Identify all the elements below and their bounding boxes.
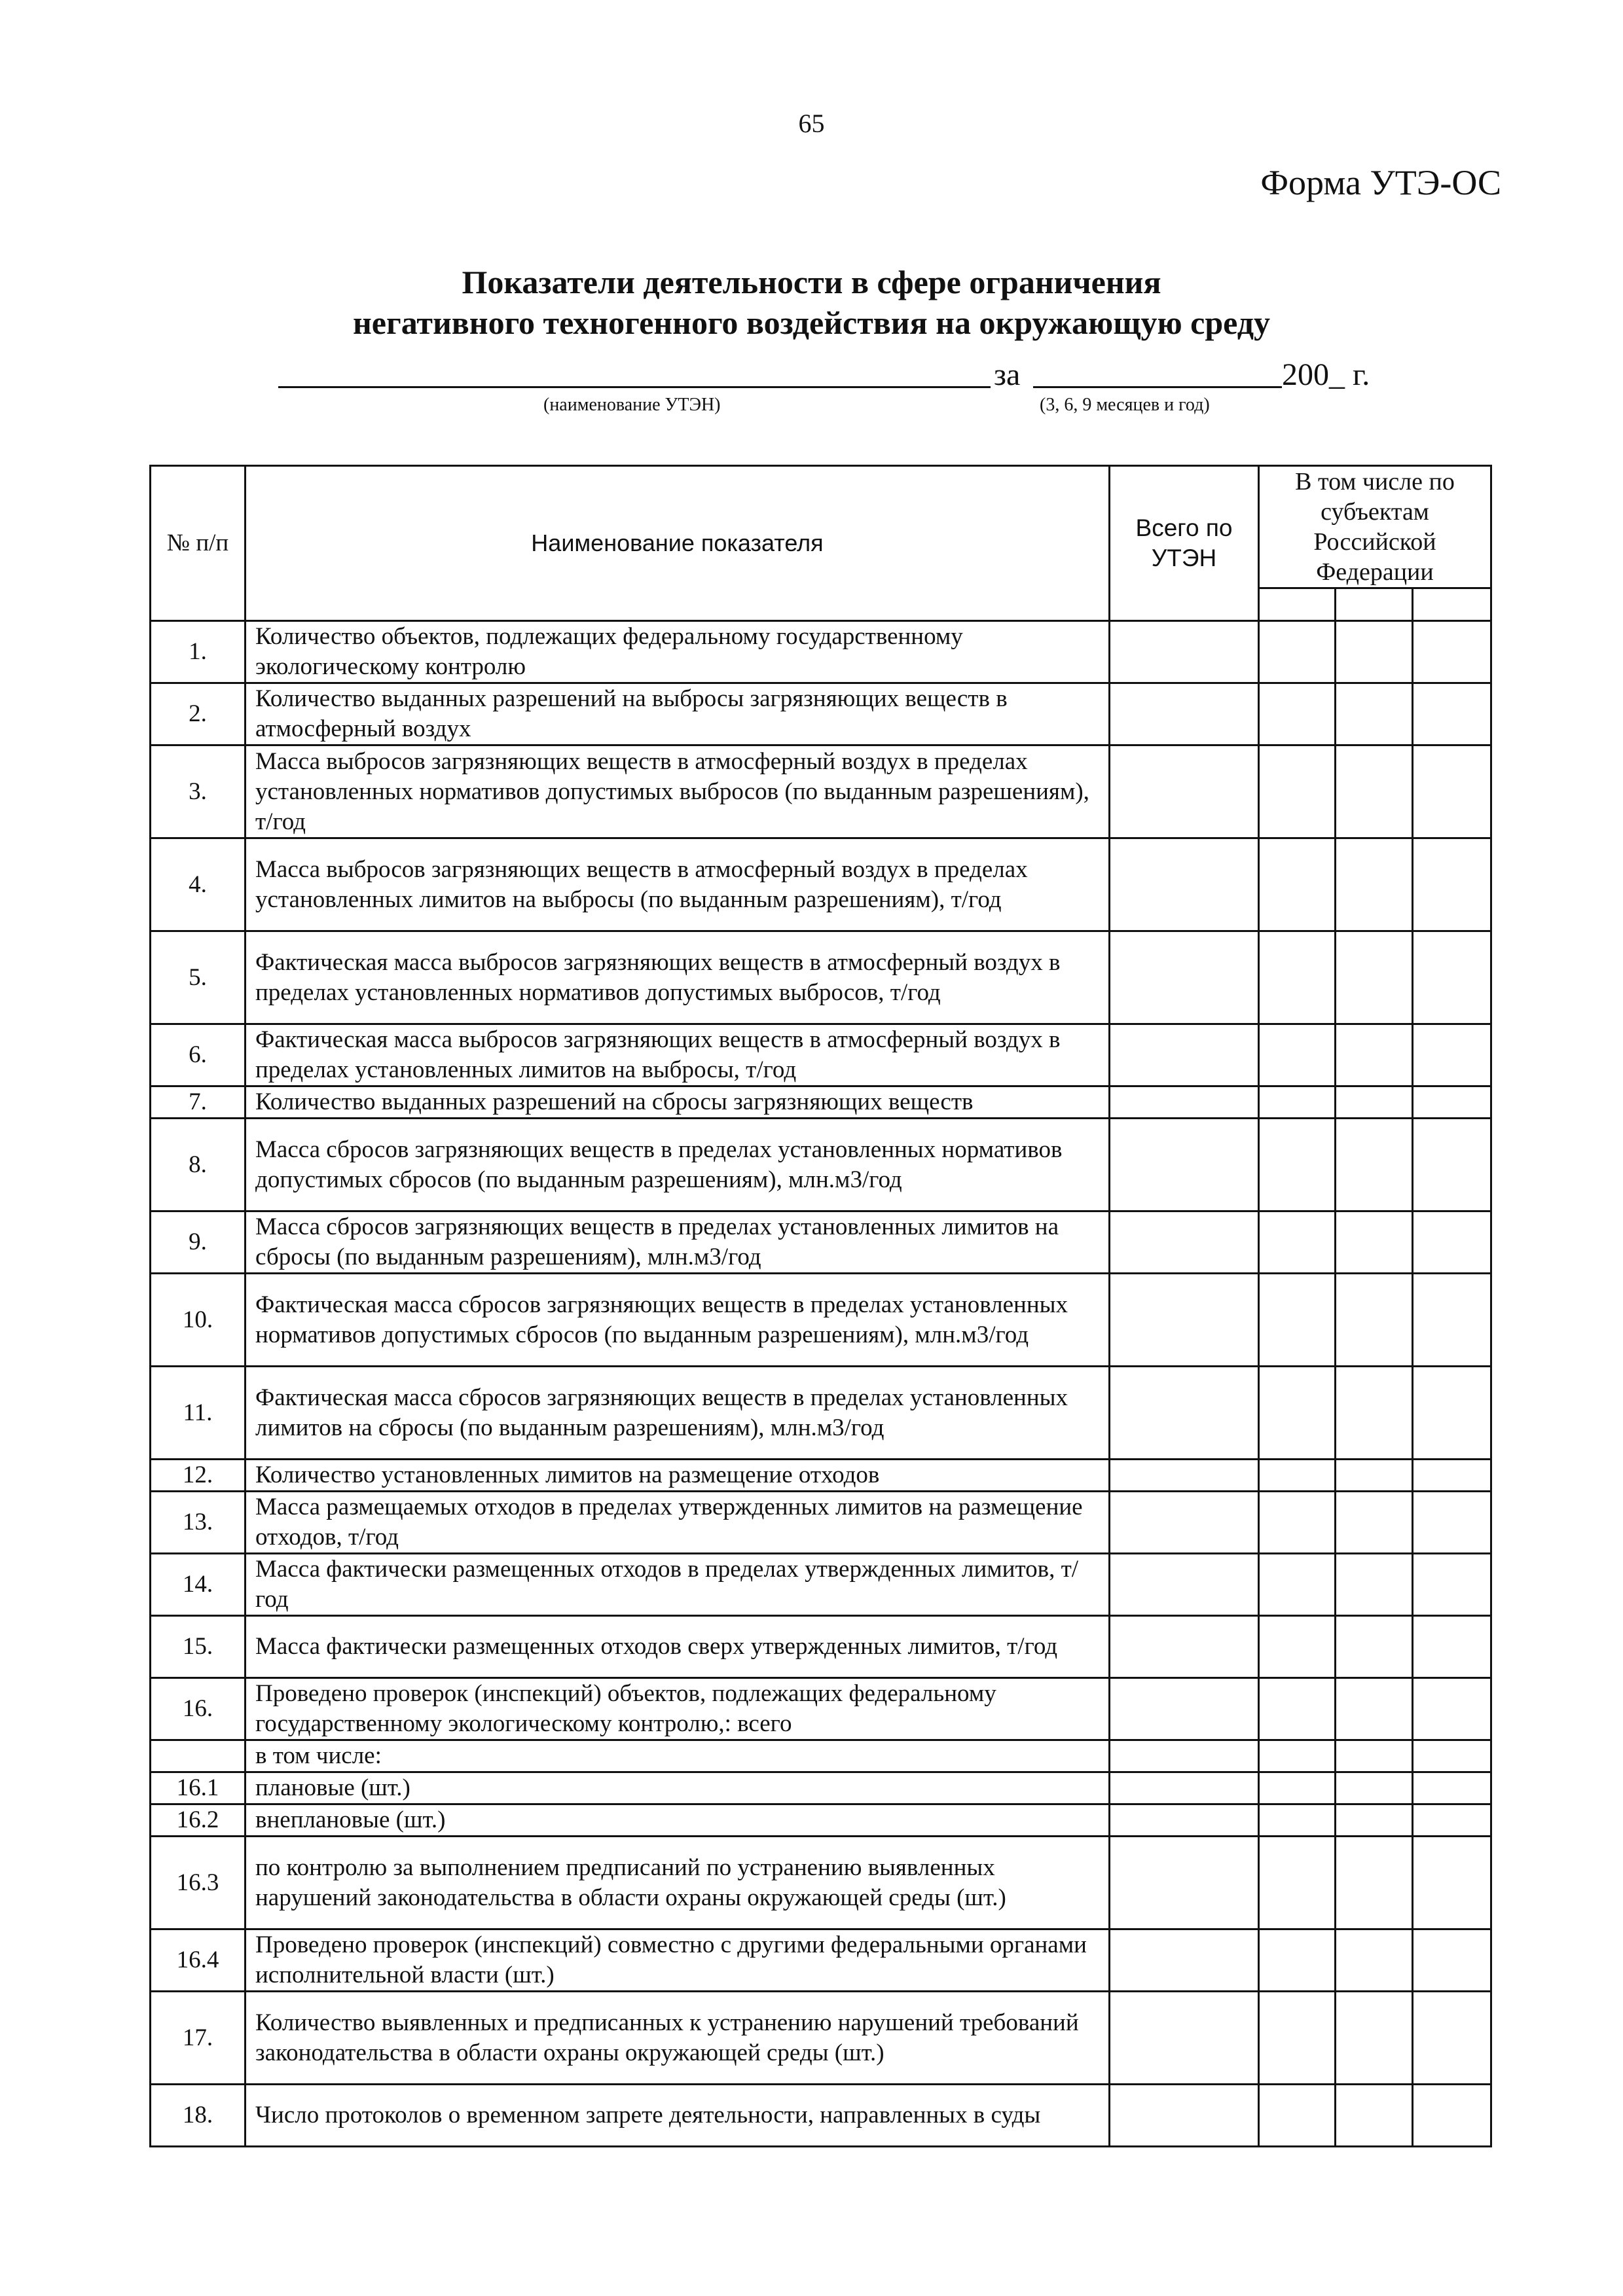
table-row [151, 1992, 1491, 2085]
row-number: 6. [151, 1024, 246, 1086]
region-value-cell[interactable] [1413, 1274, 1491, 1367]
region-value-cell[interactable] [1259, 1616, 1336, 1678]
indicator-name: Масса сбросов загрязняющих веществ в пределах установленных лимитов на сбросы (по выданным разрешениям), млн.м3/год [246, 1211, 1110, 1274]
table-row [151, 1740, 1491, 1772]
indicator-name: Число протоколов о временном запрете деятельности, направленных в суды [246, 2085, 1110, 2147]
year-field: 200_ г. [1282, 357, 1370, 392]
region-value-cell[interactable] [1336, 2085, 1413, 2147]
region-value-cell[interactable] [1413, 745, 1491, 838]
region-value-cell[interactable] [1259, 1367, 1336, 1460]
title-line-2: негативного техногенного воздействия на окружающую среду [352, 304, 1270, 341]
indicator-name: Фактическая масса сбросов загрязняющих веществ в пределах установленных нормативов допустимых сбросов (по выданным разрешениям), млн.м3/год [246, 1274, 1110, 1367]
region-value-cell[interactable] [1259, 621, 1336, 683]
row-number: 7. [151, 1086, 246, 1119]
region-value-cell[interactable] [1413, 1367, 1491, 1460]
indicator-name: Фактическая масса сбросов загрязняющих веществ в пределах установленных лимитов на сбросы (по выданным разрешениям), млн.м3/год [246, 1367, 1110, 1460]
table-row [151, 931, 1491, 1024]
header-regions: В том числе по субъектам Российской Федерации [1259, 466, 1491, 588]
region-value-cell[interactable] [1259, 931, 1336, 1024]
total-value-cell[interactable] [1110, 1086, 1259, 1119]
region-value-cell[interactable] [1413, 838, 1491, 931]
region-value-cell[interactable] [1336, 1772, 1413, 1804]
region-value-cell[interactable] [1336, 1024, 1413, 1086]
table-row [151, 1211, 1491, 1274]
indicator-name: Количество выявленных и предписанных к устранению нарушений требований законодательства в области охраны окружающей среды (шт.) [246, 1992, 1110, 2085]
table-row [151, 838, 1491, 931]
table-row [151, 621, 1491, 683]
indicator-name: Масса выбросов загрязняющих веществ в атмосферный воздух в пределах установленных нормативов допустимых выбросов (по выданным разрешениям), т/год [246, 745, 1110, 838]
region-value-cell[interactable] [1413, 2085, 1491, 2147]
table-row [151, 1554, 1491, 1616]
region-value-cell[interactable] [1413, 1992, 1491, 2085]
table-row [151, 1772, 1491, 1804]
region-value-cell[interactable] [1336, 1740, 1413, 1772]
row-number: 3. [151, 745, 246, 838]
region-value-cell[interactable] [1259, 838, 1336, 931]
header-indicator-name: Наименование показателя [246, 466, 1110, 621]
region-value-cell[interactable] [1413, 1211, 1491, 1274]
region-value-cell[interactable] [1413, 621, 1491, 683]
region-value-cell[interactable] [1259, 1804, 1336, 1837]
indicator-name: Фактическая масса выбросов загрязняющих веществ в атмосферный воздух в пределах установленных нормативов допустимых выбросов, т/год [246, 931, 1110, 1024]
region-value-cell[interactable] [1413, 1086, 1491, 1119]
utek-name-blank [278, 386, 991, 388]
total-value-cell[interactable] [1110, 1804, 1259, 1837]
table-row [151, 1274, 1491, 1367]
region-value-cell[interactable] [1413, 1837, 1491, 1929]
region-value-cell[interactable] [1336, 1119, 1413, 1211]
row-number: 1. [151, 621, 246, 683]
region-value-cell[interactable] [1336, 1837, 1413, 1929]
region-value-cell[interactable] [1259, 1460, 1336, 1492]
region-value-cell[interactable] [1259, 1837, 1336, 1929]
indicator-name: Количество выданных разрешений на сбросы загрязняющих веществ [246, 1086, 1110, 1119]
total-value-cell[interactable] [1110, 621, 1259, 683]
indicator-name: по контролю за выполнением предписаний по устранению выявленных нарушений законодательства в области охраны окружающей среды (шт.) [246, 1837, 1110, 1929]
region-value-cell[interactable] [1259, 683, 1336, 745]
total-value-cell[interactable] [1110, 1024, 1259, 1086]
table-row [151, 1804, 1491, 1837]
row-number: 8. [151, 1119, 246, 1211]
region-value-cell[interactable] [1413, 1554, 1491, 1616]
table-row [151, 1086, 1491, 1119]
row-number: 16.2 [151, 1804, 246, 1837]
total-value-cell[interactable] [1110, 1678, 1259, 1740]
total-value-cell[interactable] [1110, 1367, 1259, 1460]
table-row [151, 1119, 1491, 1211]
region-value-cell[interactable] [1336, 1929, 1413, 1992]
total-value-cell[interactable] [1110, 931, 1259, 1024]
row-number: 13. [151, 1492, 246, 1554]
indicator-name: Количество выданных разрешений на выбросы загрязняющих веществ в атмосферный воздух [246, 683, 1110, 745]
title-line-1: Показатели деятельности в сфере ограничения [462, 264, 1161, 300]
total-value-cell[interactable] [1110, 1616, 1259, 1678]
indicator-name: Масса сбросов загрязняющих веществ в пределах установленных нормативов допустимых сбросов (по выданным разрешениям), млн.м3/год [246, 1119, 1110, 1211]
region-value-cell[interactable] [1413, 683, 1491, 745]
region-value-cell[interactable] [1413, 1492, 1491, 1554]
region-value-cell[interactable] [1413, 1119, 1491, 1211]
row-number: 16.4 [151, 1929, 246, 1992]
table-row [151, 1024, 1491, 1086]
organization-period-line [0, 357, 1623, 435]
indicator-name: Масса фактически размещенных отходов сверх утвержденных лимитов, т/год [246, 1616, 1110, 1678]
region-value-cell[interactable] [1336, 838, 1413, 931]
row-number: 16. [151, 1678, 246, 1740]
row-number: 2. [151, 683, 246, 745]
total-value-cell[interactable] [1110, 1119, 1259, 1211]
row-number: 16.1 [151, 1772, 246, 1804]
row-number: 4. [151, 838, 246, 931]
header-total: Всего по УТЭН [1110, 466, 1259, 621]
region-value-cell[interactable] [1259, 1678, 1336, 1740]
indicator-name: внеплановые (шт.) [246, 1804, 1110, 1837]
document-title [0, 262, 1623, 343]
region-value-cell[interactable] [1259, 1024, 1336, 1086]
row-number [151, 1740, 246, 1772]
indicator-name: Количество объектов, подлежащих федеральному государственному экологическому контролю [246, 621, 1110, 683]
row-number: 17. [151, 1992, 246, 2085]
indicator-name: Количество установленных лимитов на размещение отходов [246, 1460, 1110, 1492]
region-value-cell[interactable] [1336, 1678, 1413, 1740]
total-value-cell[interactable] [1110, 1274, 1259, 1367]
table-row [151, 1837, 1491, 1929]
region-value-cell[interactable] [1336, 1804, 1413, 1837]
region-value-cell[interactable] [1413, 931, 1491, 1024]
period-blank [1033, 386, 1282, 388]
indicator-name: Масса фактически размещенных отходов в пределах утвержденных лимитов, т/год [246, 1554, 1110, 1616]
region-value-cell[interactable] [1259, 1119, 1336, 1211]
indicator-name: Проведено проверок (инспекций) объектов, подлежащих федеральному государственному экологическому контролю,: всего [246, 1678, 1110, 1740]
region-value-cell[interactable] [1259, 1772, 1336, 1804]
region-value-cell[interactable] [1259, 1740, 1336, 1772]
indicator-name: Масса размещаемых отходов в пределах утвержденных лимитов на размещение отходов, т/год [246, 1492, 1110, 1554]
table-row [151, 1367, 1491, 1460]
total-value-cell[interactable] [1110, 1740, 1259, 1772]
row-number: 16.3 [151, 1837, 246, 1929]
region-value-cell[interactable] [1336, 683, 1413, 745]
region-value-cell[interactable] [1259, 1274, 1336, 1367]
region-value-cell[interactable] [1259, 2085, 1336, 2147]
indicator-name: плановые (шт.) [246, 1772, 1110, 1804]
header-number: № п/п [151, 466, 246, 621]
region-value-cell[interactable] [1336, 1367, 1413, 1460]
total-value-cell[interactable] [1110, 838, 1259, 931]
region-value-cell[interactable] [1336, 1211, 1413, 1274]
table-row [151, 2085, 1491, 2147]
row-number: 18. [151, 2085, 246, 2147]
header-region-cell [1259, 588, 1336, 621]
region-value-cell[interactable] [1413, 1772, 1491, 1804]
region-value-cell[interactable] [1336, 1616, 1413, 1678]
indicator-name: Масса выбросов загрязняющих веществ в атмосферный воздух в пределах установленных лимитов на выбросы (по выданным разрешениям), т/год [246, 838, 1110, 931]
total-value-cell[interactable] [1110, 2085, 1259, 2147]
region-value-cell[interactable] [1336, 931, 1413, 1024]
region-value-cell[interactable] [1259, 1929, 1336, 1992]
total-value-cell[interactable] [1110, 1929, 1259, 1992]
indicator-name: в том числе: [246, 1740, 1110, 1772]
total-value-cell[interactable] [1110, 1772, 1259, 1804]
region-value-cell[interactable] [1336, 1274, 1413, 1367]
region-value-cell[interactable] [1259, 745, 1336, 838]
table-row [151, 1929, 1491, 1992]
region-value-cell[interactable] [1259, 1211, 1336, 1274]
total-value-cell[interactable] [1110, 745, 1259, 838]
region-value-cell[interactable] [1413, 1460, 1491, 1492]
row-number: 11. [151, 1367, 246, 1460]
row-number: 12. [151, 1460, 246, 1492]
table-row [151, 683, 1491, 745]
region-value-cell[interactable] [1259, 1554, 1336, 1616]
region-value-cell[interactable] [1413, 1804, 1491, 1837]
table-row [151, 745, 1491, 838]
total-value-cell[interactable] [1110, 1492, 1259, 1554]
region-value-cell[interactable] [1336, 1492, 1413, 1554]
indicators-table [149, 465, 1492, 2147]
utek-name-caption: (наименование УТЭН) [543, 395, 721, 415]
region-value-cell[interactable] [1259, 1992, 1336, 2085]
table-row [151, 1616, 1491, 1678]
region-value-cell[interactable] [1413, 1740, 1491, 1772]
period-preposition: за [994, 357, 1021, 392]
row-number: 9. [151, 1211, 246, 1274]
indicator-name: Фактическая масса выбросов загрязняющих веществ в атмосферный воздух в пределах установленных лимитов на выбросы, т/год [246, 1024, 1110, 1086]
total-value-cell[interactable] [1110, 1837, 1259, 1929]
region-value-cell[interactable] [1259, 1086, 1336, 1119]
table-row [151, 1678, 1491, 1740]
table-row [151, 1460, 1491, 1492]
row-number: 5. [151, 931, 246, 1024]
region-value-cell[interactable] [1336, 621, 1413, 683]
header-region-cell [1413, 588, 1491, 621]
total-value-cell[interactable] [1110, 1211, 1259, 1274]
row-number: 15. [151, 1616, 246, 1678]
region-value-cell[interactable] [1336, 745, 1413, 838]
row-number: 14. [151, 1554, 246, 1616]
region-value-cell[interactable] [1413, 1678, 1491, 1740]
indicator-name: Проведено проверок (инспекций) совместно с другими федеральными органами исполнительной власти (шт.) [246, 1929, 1110, 1992]
period-caption: (3, 6, 9 месяцев и год) [1040, 395, 1210, 415]
total-value-cell[interactable] [1110, 1460, 1259, 1492]
page-number: 65 [798, 109, 825, 138]
region-value-cell[interactable] [1413, 1024, 1491, 1086]
region-value-cell[interactable] [1413, 1929, 1491, 1992]
header-region-cell [1336, 588, 1413, 621]
total-value-cell[interactable] [1110, 683, 1259, 745]
region-value-cell[interactable] [1259, 1492, 1336, 1554]
row-number: 10. [151, 1274, 246, 1367]
region-value-cell[interactable] [1336, 1992, 1413, 2085]
region-value-cell[interactable] [1336, 1554, 1413, 1616]
region-value-cell[interactable] [1413, 1616, 1491, 1678]
table-row [151, 1492, 1491, 1554]
region-value-cell[interactable] [1336, 1086, 1413, 1119]
form-label: Форма УТЭ-ОС [1260, 163, 1501, 202]
region-value-cell[interactable] [1336, 1460, 1413, 1492]
total-value-cell[interactable] [1110, 1554, 1259, 1616]
total-value-cell[interactable] [1110, 1992, 1259, 2085]
